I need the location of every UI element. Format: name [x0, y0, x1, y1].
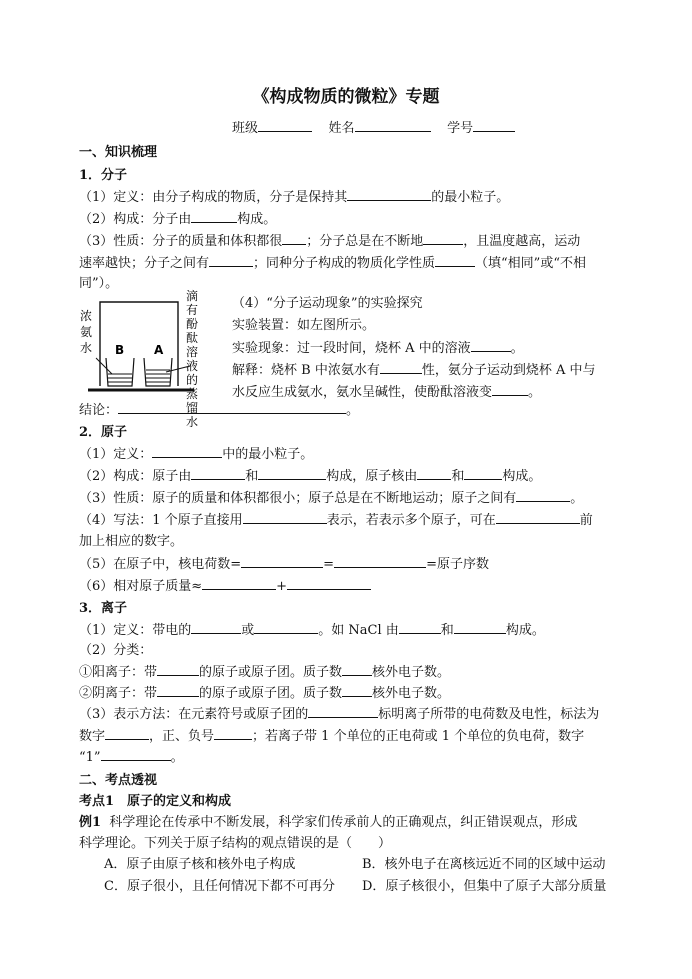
molecule-line-5: 同”）。 — [79, 276, 119, 291]
exp-line-3: 实验现象：过一段时间，烧杯 A 中的溶液 。 — [232, 341, 524, 356]
blank[interactable] — [191, 467, 245, 480]
section-heading-2: 二、考点透视 — [79, 773, 158, 788]
molecule-line-3: （3）性质：分子的质量和体积都很 ；分子总是在不断地 ，且温度越高，运动 — [79, 234, 581, 249]
blank[interactable] — [492, 383, 528, 396]
blank[interactable] — [209, 254, 253, 267]
atom-line-3: （3）性质：原子的质量和体积都很小；原子总是在不断地运动；原子之间有 。 — [79, 491, 584, 506]
blank[interactable] — [152, 445, 222, 458]
blank[interactable] — [380, 361, 422, 374]
atom-line-2: （2）构成：原子由 和 构成，原子核由 和 构成。 — [79, 469, 542, 484]
ion-line-6: 数字 ，正、负号 ；若离子带 1 个单位的正电荷或 1 个单位的负电荷，数字 — [79, 729, 585, 744]
conclusion-line: 结论： 。 — [79, 403, 360, 418]
label-a: A — [154, 343, 164, 357]
exp-line-1: （4）“分子运动现象”的实验探究 — [232, 296, 423, 311]
atom-heading: 2．原子 — [79, 425, 128, 440]
blank[interactable] — [347, 188, 431, 201]
option-c[interactable]: C．原子很小，且任何情况下都不可再分 — [104, 879, 335, 894]
example-line-2: 科学理论。下列关于原子结构的观点错误的是（ ） — [79, 836, 392, 851]
blank[interactable] — [454, 621, 506, 634]
option-b[interactable]: B．核外电子在离核远近不同的区域中运动 — [362, 857, 606, 872]
blank[interactable] — [214, 727, 252, 740]
blank[interactable] — [157, 684, 199, 697]
blank[interactable] — [118, 401, 346, 414]
blank[interactable] — [105, 727, 149, 740]
name-label: 姓名 — [328, 121, 355, 136]
blank[interactable] — [243, 511, 327, 524]
page-title: 《构成物质的微粒》专题 — [252, 87, 440, 107]
label-b: B — [115, 343, 125, 357]
name-blank[interactable] — [355, 119, 431, 132]
blank[interactable] — [399, 621, 441, 634]
molecule-line-1: （1）定义：由分子构成的物质，分子是保持其 的最小粒子。 — [79, 190, 510, 205]
molecule-heading: 1．分子 — [79, 168, 128, 183]
example-label: 例1 — [79, 815, 102, 830]
blank[interactable] — [308, 705, 378, 718]
atom-line-1: （1）定义： 中的最小粒子。 — [79, 447, 314, 462]
info-line — [232, 119, 515, 138]
ion-line-1: （1）定义：带电的 或 。如 NaCl 由 和 构成。 — [79, 623, 545, 638]
option-d[interactable]: D．原子核很小，但集中了原子大部分质量 — [362, 879, 607, 894]
example-line-1: 例1 科学理论在传承中不断发展，科学家们传承前人的正确观点，纠正错误观点，形成 — [79, 815, 578, 830]
atom-line-6: （5）在原子中，核电荷数= = =原子序数 — [79, 557, 489, 572]
id-label: 学号 — [447, 121, 474, 136]
blank[interactable] — [471, 339, 511, 352]
blank[interactable] — [191, 621, 241, 634]
svg-text:浓氨水: 浓氨水 — [80, 309, 93, 355]
class-label: 班级 — [232, 121, 259, 136]
ion-line-2: （2）分类： — [79, 643, 153, 658]
blank[interactable] — [423, 232, 463, 245]
blank[interactable] — [254, 621, 318, 634]
blank[interactable] — [435, 254, 475, 267]
blank[interactable] — [287, 577, 371, 590]
blank[interactable] — [101, 748, 171, 761]
id-blank[interactable] — [473, 119, 515, 132]
blank[interactable] — [202, 577, 276, 590]
option-a[interactable]: A．原子由原子核和核外电子构成 — [104, 857, 296, 872]
blank[interactable] — [258, 467, 326, 480]
ion-line-4: ②阴离子：带 的原子或原子团。质子数 核外电子数。 — [79, 686, 451, 701]
atom-line-7: （6）相对原子质量≈ + — [79, 577, 371, 596]
molecule-line-4: 速率越快；分子之间有 ；同种分子构成的物质化学性质 （填“相同”或“不相 — [79, 256, 586, 271]
vertical-label-left — [80, 309, 92, 355]
svg-text:滴有酚酞溶液的蒸馏水: 滴有酚酞溶液的蒸馏水 — [186, 289, 199, 429]
blank[interactable] — [241, 555, 323, 568]
atom-line-4: （4）写法：1 个原子直接用 表示，若表示多个原子，可在 前 — [79, 513, 593, 528]
blank[interactable] — [282, 232, 306, 245]
section-heading-1: 一、知识梳理 — [79, 145, 158, 160]
ion-line-5: （3）表示方法：在元素符号或原子团的 标明离子所带的电荷数及电性，标法为 — [79, 707, 600, 722]
molecule-line-2: （2）构成：分子由 构成。 — [79, 212, 277, 227]
blank[interactable] — [417, 467, 451, 480]
blank[interactable] — [342, 684, 372, 697]
blank[interactable] — [464, 467, 502, 480]
class-blank[interactable] — [258, 119, 312, 132]
exp-line-4: 解释：烧杯 B 中浓氨水有 性，氨分子运动到烧杯 A 中与 — [232, 363, 596, 378]
atom-line-5: 加上相应的数字。 — [79, 534, 184, 549]
exp-line-5: 水反应生成氨水，氨水呈碱性，使酚酞溶液变 。 — [232, 385, 542, 400]
blank[interactable] — [191, 210, 237, 223]
ion-line-3: ①阳离子：带 的原子或原子团。质子数 核外电子数。 — [79, 665, 451, 680]
ion-line-7: “1” 。 — [79, 750, 184, 765]
ion-heading: 3．离子 — [79, 601, 128, 616]
blank[interactable] — [342, 663, 372, 676]
blank[interactable] — [496, 511, 580, 524]
blank[interactable] — [334, 555, 426, 568]
blank[interactable] — [157, 663, 199, 676]
blank[interactable] — [516, 489, 570, 502]
kaodian-heading: 考点1 原子的定义和构成 — [79, 794, 232, 809]
exp-line-2: 实验装置：如左图所示。 — [232, 318, 376, 333]
